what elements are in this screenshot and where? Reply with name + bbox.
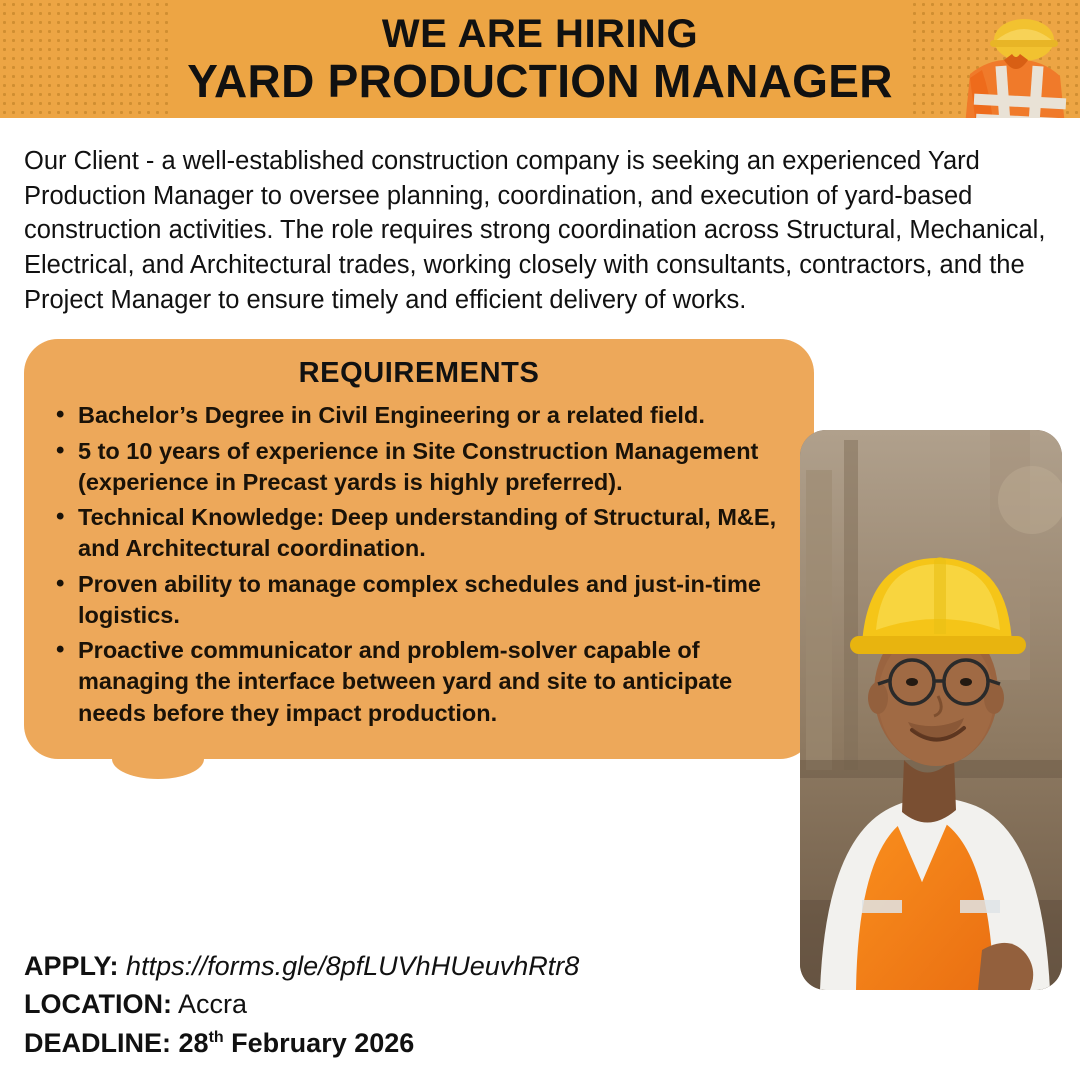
apply-link[interactable]: https://forms.gle/8pfLUVhHUeuvhRtr8 (126, 951, 580, 982)
requirements-notch-shape (112, 743, 204, 779)
requirements-heading: REQUIREMENTS (298, 357, 540, 390)
location-value: Accra (178, 989, 248, 1020)
list-item: • Bachelor’s Degree in Civil Engineering or a related field. (50, 400, 792, 431)
location-row (24, 985, 824, 1023)
list-item: • Proactive communicator and problem-solver capable of managing the interface between yard and site to anticipate needs before they impact production. (50, 635, 792, 729)
apply-label: APPLY: (24, 951, 119, 982)
page-title (0, 0, 1080, 107)
deadline-month-year: February 2026 (223, 1027, 415, 1058)
list-item: • 5 to 10 years of experience in Site Construction Management (experience in Precast yards is highly preferred). (50, 436, 792, 499)
safety-vest-icon (952, 18, 1078, 118)
worker-photo (800, 430, 1062, 990)
location-label: LOCATION: (24, 989, 172, 1020)
list-item: • Proven ability to manage complex schedules and just-in-time logistics. (50, 569, 792, 632)
requirements-list (46, 400, 792, 729)
apply-row (24, 947, 824, 985)
job-title: YARD PRODUCTION MANAGER (187, 55, 893, 107)
requirements-panel (24, 339, 814, 759)
deadline-day: 28 (178, 1027, 209, 1058)
deadline-ordinal-suffix: th (208, 1028, 224, 1046)
hiring-headline: WE ARE HIRING (381, 12, 699, 56)
deadline-label: DEADLINE: (24, 1027, 171, 1058)
list-item: • Technical Knowledge: Deep understanding of Structural, M&E, and Architectural coordination. (50, 502, 792, 565)
worker-photo-illustration (800, 430, 1062, 990)
footer-details (24, 947, 824, 1062)
header-banner (0, 0, 1080, 118)
intro-paragraph: Our Client - a well-established construction company is seeking an experienced Yard Production Manager to oversee planning, coordination, and execution of yard-based construction activities. The role requires strong coordination across Structural, Mechanical, Electrical, and Architectural trades, working closely with consultants, contractors, and the Project Manager to ensure timely and efficient delivery of works. (24, 147, 1046, 314)
deadline-row (24, 1024, 824, 1062)
